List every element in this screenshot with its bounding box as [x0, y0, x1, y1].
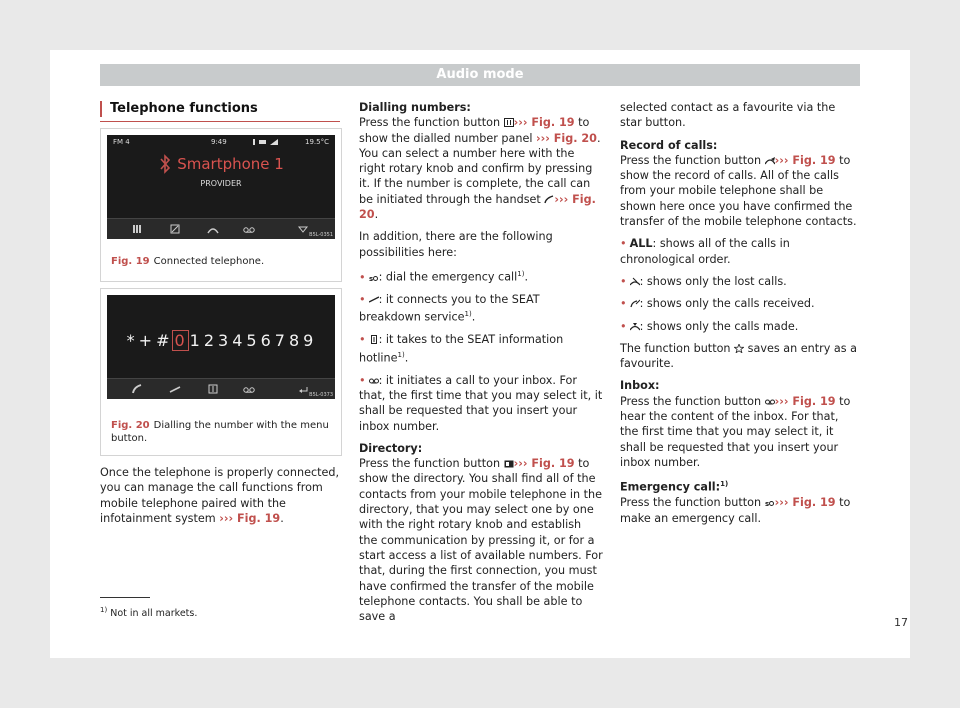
star-icon	[734, 344, 744, 353]
directory-paragraph: Press the function button ››› Fig. 19 to show the directory. You shall find all of the contacts from your mobile telephone in the directory, that you may select one by one with the right rotary knob and establish the communication by pressing it, or for a start access a list of available numbers. For that, during the first connection, you must have confirmed the transfer of the mobile telephone contacts. You shall be able to save a	[359, 457, 603, 624]
information-hotline-icon[interactable]	[207, 383, 219, 395]
figure-20	[100, 288, 342, 456]
figure-caption	[111, 255, 264, 268]
dialpad-key[interactable]: 1	[189, 331, 202, 350]
dialpad-key-selected[interactable]: 0	[174, 331, 187, 350]
bullet: •	[359, 333, 366, 347]
figure-19	[100, 128, 342, 282]
svg-text:s: s	[764, 500, 769, 508]
list-item: • : it takes to the SEAT information hotline$^{1)}$.	[359, 333, 564, 365]
figure-reference[interactable]: ››› Fig. 20	[359, 192, 596, 222]
directory-heading: Directory:	[359, 441, 423, 455]
directory-icon[interactable]	[169, 223, 181, 235]
screen-function-bar	[107, 218, 335, 239]
infotainment-screen-dialpad	[107, 295, 335, 399]
footnote: $^{1)}$ Not in all markets.	[100, 606, 198, 620]
possibilities-paragraph: In addition, there are the following possibilities here:	[359, 230, 553, 259]
voicemail-icon	[369, 376, 379, 385]
dialpad-key[interactable]: +	[138, 331, 155, 350]
bullet: •	[620, 237, 627, 251]
dialpad-key[interactable]: 6	[260, 331, 273, 350]
svg-text:s: s	[368, 274, 373, 282]
list-item: • s : dial the emergency call$^{1)}$.	[359, 269, 529, 284]
record-heading: Record of calls:	[620, 138, 718, 152]
dialpad-key[interactable]: 7	[274, 331, 287, 350]
dialpad-key[interactable]: 4	[232, 331, 245, 350]
inbox-paragraph: Press the function button ››› Fig. 19 to hear the content of the inbox. For that, the first time that you may select it, it shall be requested that you insert your inbox number.	[620, 394, 851, 469]
outgoing-call-icon	[630, 322, 640, 331]
emergency-paragraph: Press the function button s ››› Fig. 19 to make an emergency call.	[620, 496, 851, 525]
sos-icon	[369, 273, 379, 282]
chapter-header: Audio mode	[100, 64, 860, 86]
list-item: • : it connects you to the SEAT breakdown service$^{1)}$.	[359, 293, 540, 325]
dialpad-key[interactable]: #	[156, 331, 172, 350]
temperature-label: 19.5°C	[305, 138, 329, 146]
figure-code: B5L-0351	[309, 232, 333, 238]
bluetooth-battery-signal-icon	[253, 138, 279, 146]
footnote-rule	[100, 597, 150, 598]
figure-reference[interactable]: ››› Fig. 19	[513, 457, 575, 471]
dialpad-key[interactable]: 2	[203, 331, 217, 350]
figure-reference[interactable]: ››› Fig. 19	[774, 496, 836, 510]
screen-status-bar	[107, 135, 335, 149]
inbox-heading: Inbox:	[620, 379, 660, 393]
continued-paragraph: selected contact as a favourite via the star button.	[620, 101, 836, 130]
figure-number: Fig. 19	[111, 256, 150, 267]
call-record-icon[interactable]	[207, 223, 219, 235]
figure-code: B5L-0373	[309, 392, 333, 398]
dialpad-key[interactable]: 3	[218, 331, 231, 350]
bullet: •	[620, 274, 627, 288]
dialpad-digits	[107, 331, 335, 350]
list-item: • : shows only the calls made.	[620, 319, 799, 333]
dialpad-key[interactable]: *	[126, 331, 137, 350]
sos-icon	[765, 498, 775, 507]
emergency-heading: Emergency call:$^{1)}$	[620, 480, 729, 494]
bullet: •	[620, 297, 627, 311]
dialpad-key[interactable]: 5	[246, 331, 259, 350]
figure-number: Fig. 20	[111, 420, 150, 431]
caption-text: Dialling the number with the menu button.	[111, 420, 329, 444]
bullet: •	[359, 373, 366, 387]
received-call-icon	[630, 299, 640, 308]
bullet: •	[620, 319, 627, 333]
breakdown-service-icon[interactable]	[169, 383, 181, 395]
information-hotline-icon	[369, 335, 379, 344]
directory-icon	[504, 459, 514, 468]
missed-call-icon	[630, 277, 640, 286]
list-item: • : shows only the lost calls.	[620, 274, 787, 288]
chevron-down-icon[interactable]	[297, 223, 309, 235]
time-label: 9:49	[211, 138, 227, 146]
page-number: 17	[894, 616, 908, 629]
list-item: • : shows only the calls received.	[620, 297, 815, 311]
bullet: •	[359, 293, 366, 306]
handset-icon[interactable]	[131, 383, 143, 395]
dialpad-key[interactable]: 8	[288, 331, 302, 350]
dialling-paragraph: Press the function button ››› Fig. 19 to show the dialled number panel ››› Fig. 20. You can select a number here with the right rotary knob and confirm by pressing it. If the number is complete, the call can be initiated through the handset ››› Fig. 20.	[359, 116, 601, 222]
dialpad-icon[interactable]	[131, 223, 143, 235]
handset-icon	[544, 195, 554, 204]
bullet: •	[359, 270, 366, 284]
device-panel	[107, 153, 335, 188]
list-item: • : it initiates a call to your inbox. For that, the first time that you may select it, it shall be requested that you insert your inbox number.	[359, 373, 603, 433]
figure-caption	[111, 419, 331, 445]
back-icon[interactable]	[297, 383, 309, 395]
call-record-icon	[765, 156, 775, 165]
intro-paragraph: Once the telephone is properly connected, you can manage the call functions from mobile telephone paired with the infotainment system ››› Fig. 19.	[100, 466, 340, 525]
station-label: FM 4	[113, 138, 130, 146]
figure-reference[interactable]: ››› Fig. 19	[513, 116, 575, 130]
figure-reference[interactable]: ››› Fig. 19	[774, 394, 836, 408]
voicemail-icon[interactable]	[243, 383, 255, 395]
infotainment-screen-connected	[107, 135, 335, 239]
device-name: Smartphone 1	[177, 155, 284, 173]
column-1	[100, 465, 340, 533]
column-2	[359, 100, 603, 631]
title-rule	[100, 121, 340, 122]
figure-reference[interactable]: ››› Fig. 20	[536, 131, 597, 145]
column-3	[620, 100, 860, 533]
caption-text: Connected telephone.	[153, 256, 265, 267]
section-title: Telephone functions	[100, 101, 258, 117]
record-paragraph: Press the function button ››› Fig. 19 to show the record of calls. All of the calls from your mobile telephone shall be shown here once you have confirmed the transfer of the mobile telephone contacts.	[620, 153, 857, 229]
list-item: • ALL: shows all of the calls in chronological order.	[620, 237, 790, 266]
voicemail-icon[interactable]	[243, 223, 255, 235]
favourite-paragraph: The function button saves an entry as a favourite.	[620, 341, 857, 371]
bluetooth-icon	[158, 153, 172, 175]
figure-reference[interactable]: ››› Fig. 19	[774, 153, 836, 167]
figure-reference[interactable]: ››› Fig. 19	[219, 511, 281, 525]
breakdown-service-icon	[369, 295, 379, 304]
screen-function-bar	[107, 378, 335, 399]
dialling-heading: Dialling numbers:	[359, 101, 471, 114]
provider-label: PROVIDER	[200, 179, 242, 188]
status-icons	[253, 138, 279, 148]
voicemail-icon	[765, 397, 775, 406]
dialpad-icon	[504, 118, 514, 127]
dialpad-key[interactable]: 9	[303, 331, 316, 350]
manual-page	[50, 50, 910, 658]
